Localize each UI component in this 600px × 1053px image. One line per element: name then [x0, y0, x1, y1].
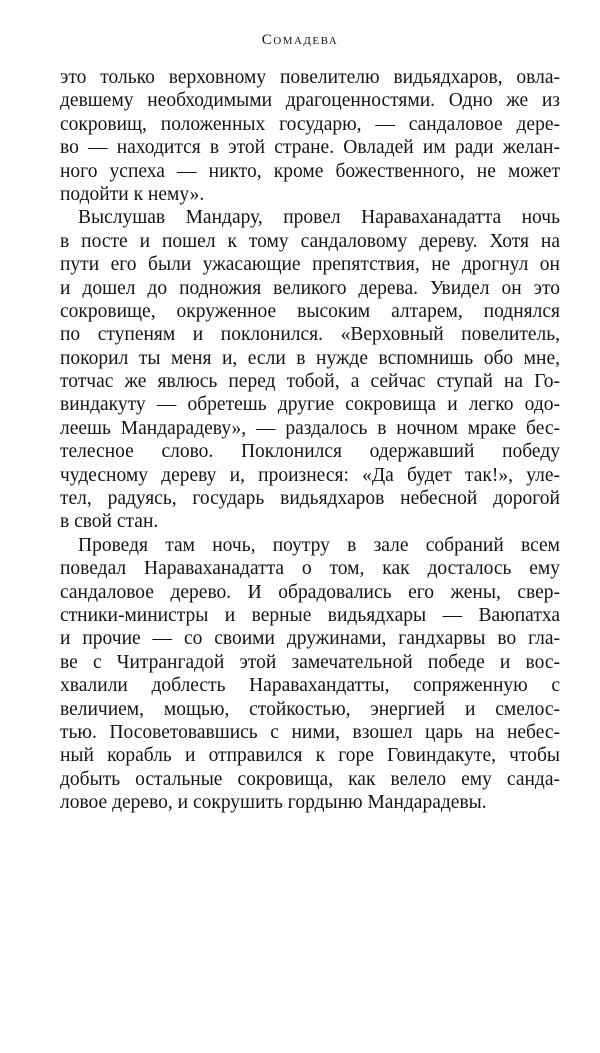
text-line: стники-министры и верные видьядхары — Ваюпатха: [60, 604, 560, 626]
text-line: Проведя там ночь, поутру в зале собраний всем: [78, 534, 560, 556]
text-line: чудесному дереву и, произнеся: «Да будет так!», уле-: [60, 464, 560, 486]
text-line: леешь Мандарадеву», — раздалось в ночном мраке бес-: [60, 417, 560, 439]
text-line: сандаловое дерево. И обрадовались его жены, свер-: [60, 581, 560, 603]
text-line: величием, мощью, стойкостью, энергией и смелос-: [60, 698, 560, 720]
text-line: подойти к нему».: [60, 183, 205, 205]
text-line: в посте и пошел к тому сандаловому дереву. Хотя на: [60, 230, 560, 252]
text-line: хвалили доблесть Наравахандатты, сопряженную с: [60, 675, 560, 697]
text-line: сокровищ, положенных государю, — сандаловое дере-: [60, 113, 560, 135]
text-line: телесное слово. Поклонился одержавший победу: [60, 441, 560, 463]
text-line: это только верховному повелителю видьядхаров, овла-: [60, 67, 560, 88]
paragraph-3: [60, 534, 560, 815]
text-line: по ступеням и поклонился. «Верховный повелитель,: [60, 324, 560, 346]
text-line: девшему необходимыми драгоценностями. Одно же из: [60, 90, 560, 112]
text-line: покорил ты меня и, если в нужде вспомнишь обо мне,: [60, 347, 560, 369]
text-line: пути его были ужасающие препятствия, не дрогнул он: [60, 254, 560, 276]
text-line: Выслушав Мандару, провел Нараваханадатта ночь: [78, 207, 560, 229]
text-line: и прочие — со своими дружинами, гандхарвы во гла-: [60, 628, 560, 650]
text-line: ловое дерево, и сокрушить гордыню Мандарадевы.: [60, 792, 487, 814]
text-line: во — находится в этой стране. Овладей им ради желан-: [60, 137, 560, 159]
text-line: и дошел до подножия великого дерева. Увидел он это: [60, 277, 560, 299]
text-line: ный корабль и отправился к горе Говиндакуте, чтобы: [60, 745, 560, 767]
text-line: тью. Посоветовавшись с ними, взошел царь на небес-: [60, 721, 560, 743]
text-line: тел, радуясь, государь видьядхаров небесной дорогой: [60, 488, 560, 510]
text-line: тотчас же явлюсь перед тобой, а сейчас ступай на Го-: [60, 371, 560, 393]
text-line: в свой стан.: [60, 511, 159, 533]
main-text: [60, 66, 560, 815]
paragraph-2: [60, 206, 560, 533]
text-line: ного успеха — никто, кроме божественного, не может: [60, 160, 560, 182]
running-header: Сомадева: [261, 32, 339, 48]
text-line: сокровище, окруженное высоким алтарем, поднялся: [60, 300, 560, 322]
text-line: виндакуту — обретешь другие сокровища и легко одо-: [60, 394, 560, 416]
text-line: добыть остальные сокровища, как велело ему санда-: [60, 768, 560, 790]
paragraph-1: [60, 66, 560, 206]
text-line: поведал Нараваханадатта о том, как досталось ему: [60, 558, 560, 580]
text-line: ве с Читрангадой этой замечательной победе и вос-: [60, 651, 560, 673]
